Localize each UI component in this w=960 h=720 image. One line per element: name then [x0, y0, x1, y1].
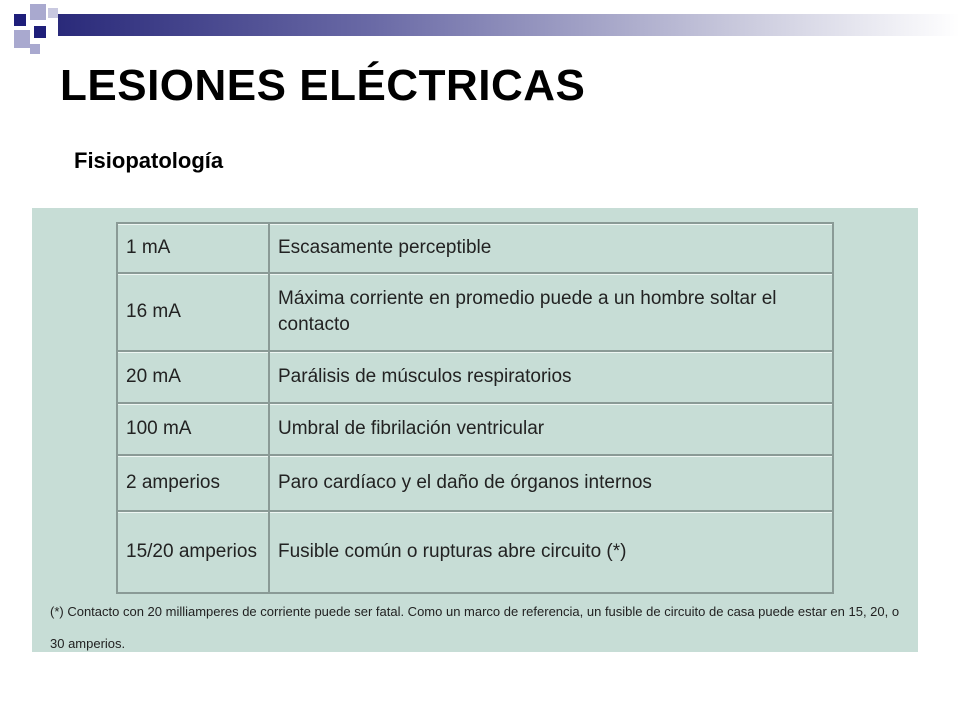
- current-cell: 15/20 amperios: [118, 512, 270, 592]
- table-row: [118, 224, 832, 274]
- deco-square-6: [48, 8, 58, 18]
- table-row: [118, 512, 832, 592]
- effect-cell: Máxima corriente en promedio puede a un hombre soltar el contacto: [278, 288, 777, 335]
- header-decoration: [0, 0, 960, 60]
- current-cell: 2 amperios: [118, 456, 270, 510]
- header-gradient-bar: [58, 14, 960, 36]
- table-row: [118, 404, 832, 456]
- deco-square-5: [30, 44, 40, 54]
- current-effects-table: [116, 222, 834, 594]
- slide-title: LESIONES ELÉCTRICAS: [60, 61, 586, 110]
- effect-cell: Paro cardíaco y el daño de órganos internos: [278, 472, 652, 494]
- current-cell: 1 mA: [118, 224, 270, 272]
- slide-subtitle: Fisiopatología: [74, 148, 224, 173]
- table-row: [118, 456, 832, 512]
- current-cell: 100 mA: [118, 404, 270, 454]
- deco-square-1: [14, 14, 26, 26]
- deco-square-2: [30, 4, 46, 20]
- current-cell: 16 mA: [118, 274, 270, 350]
- effect-cell: Fusible común o rupturas abre circuito (*): [278, 541, 627, 563]
- table-row: [118, 274, 832, 352]
- effect-cell: Umbral de fibrilación ventricular: [278, 418, 545, 440]
- table-row: [118, 352, 832, 404]
- deco-square-3: [14, 30, 30, 48]
- deco-square-4: [34, 26, 46, 38]
- effect-cell: Escasamente perceptible: [278, 237, 492, 259]
- effect-cell: Parálisis de músculos respiratorios: [278, 366, 572, 388]
- footnote: (*) Contacto con 20 milliamperes de corriente puede ser fatal. Como un marco de referencia, un fusible de circuito de casa puede estar en 15, 20, o 30 amperios.: [50, 604, 900, 651]
- current-cell: 20 mA: [118, 352, 270, 402]
